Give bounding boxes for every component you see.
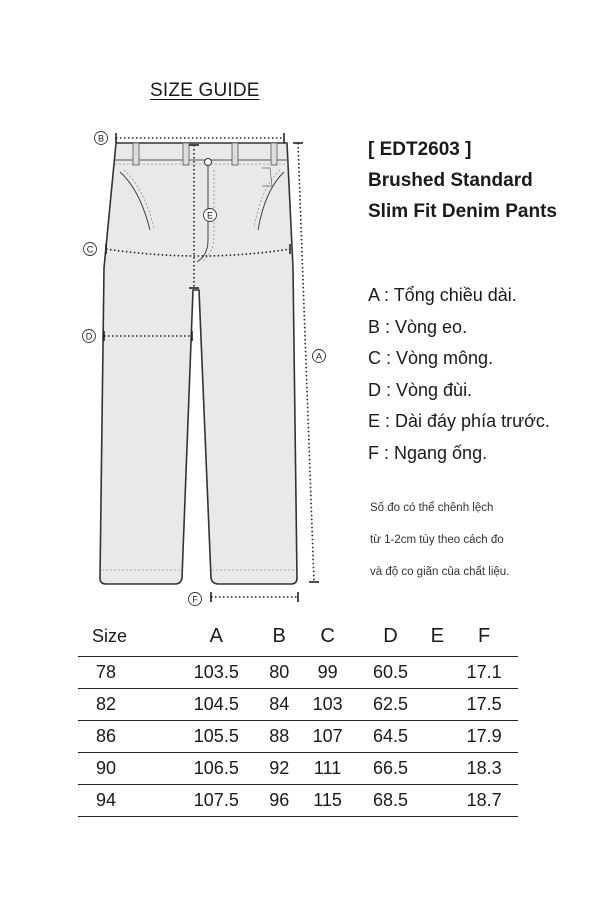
table-cell: 17.1 [450, 656, 518, 688]
table-cell: 105.5 [173, 720, 260, 752]
svg-text:D: D [85, 331, 93, 342]
product-code: [ EDT2603 ] [368, 139, 472, 160]
table-cell: 18.7 [450, 784, 518, 816]
table-cell: 90 [78, 752, 173, 784]
page-title: SIZE GUIDE [150, 80, 260, 101]
table-row [78, 688, 518, 720]
table-cell: 17.5 [450, 688, 518, 720]
table-row [78, 784, 518, 816]
marker-d [83, 330, 96, 343]
marker-b [95, 132, 108, 145]
table-cell: 104.5 [173, 688, 260, 720]
table-cell [424, 784, 450, 816]
column-header-a: A [209, 625, 223, 648]
table-cell: 106.5 [173, 752, 260, 784]
note-line: Số đo có thể chênh lệch [370, 502, 494, 514]
column-header-b: B [272, 625, 286, 648]
product-name-line2: Slim Fit Denim Pants [368, 201, 557, 222]
table-cell: 66.5 [357, 752, 425, 784]
table-cell: 62.5 [357, 688, 425, 720]
table-cell: 68.5 [357, 784, 425, 816]
note-line: và độ co giãn của chất liệu. [370, 566, 510, 578]
table-cell [424, 688, 450, 720]
table-cell: 84 [260, 688, 299, 720]
table-cell: 82 [78, 688, 173, 720]
table-cell: 18.3 [450, 752, 518, 784]
marker-f [189, 593, 202, 606]
legend-item-e: E : Dài đáy phía trước. [368, 411, 550, 431]
column-header-f: F [477, 625, 491, 648]
table-cell [424, 752, 450, 784]
table-cell: 94 [78, 784, 173, 816]
marker-a [313, 350, 326, 363]
table-cell: 103.5 [173, 656, 260, 688]
marker-e [204, 209, 217, 222]
measurement-legend [368, 280, 550, 469]
table-header-row [78, 618, 518, 656]
table-cell: 78 [78, 656, 173, 688]
table-row [78, 720, 518, 752]
svg-text:E: E [206, 210, 214, 221]
table-cell [424, 720, 450, 752]
table-cell: 96 [260, 784, 299, 816]
legend-item-f: F : Ngang ống. [368, 442, 488, 463]
table-cell: 92 [260, 752, 299, 784]
table-row [78, 656, 518, 688]
size-table [78, 618, 518, 817]
marker-c [84, 243, 97, 256]
table-cell: 107 [299, 720, 357, 752]
table-cell: 64.5 [357, 720, 425, 752]
product-name-line1: Brushed Standard [368, 170, 533, 191]
table-cell: 60.5 [357, 656, 425, 688]
table-cell: 99 [299, 656, 357, 688]
table-cell: 17.9 [450, 720, 518, 752]
pants-outline [100, 143, 297, 584]
table-cell: 107.5 [173, 784, 260, 816]
column-header-c: C [320, 625, 335, 648]
table-cell: 103 [299, 688, 357, 720]
note-line: từ 1-2cm tùy theo cách đo [370, 534, 504, 546]
column-header-e: E [430, 625, 444, 648]
table-cell: 115 [299, 784, 357, 816]
column-header-d: D [383, 625, 398, 648]
measurement-note [370, 492, 509, 588]
measure-line-a [298, 143, 314, 582]
table-cell: 86 [78, 720, 173, 752]
product-info [368, 134, 557, 227]
svg-text:C: C [86, 244, 94, 255]
svg-text:F: F [192, 594, 198, 605]
table-cell: 111 [299, 752, 357, 784]
legend-item-d: D : Vòng đùi. [368, 379, 473, 400]
svg-text:B: B [97, 133, 105, 144]
table-row [78, 752, 518, 784]
table-cell: 88 [260, 720, 299, 752]
svg-text:A: A [315, 351, 323, 362]
legend-item-c: C : Vòng mông. [368, 348, 494, 368]
column-header-size: Size [92, 626, 128, 647]
table-cell: 80 [260, 656, 299, 688]
legend-item-a: A : Tổng chiều dài. [368, 285, 517, 305]
button [205, 159, 212, 166]
legend-item-b: B : Vòng eo. [368, 316, 468, 337]
table-cell [424, 656, 450, 688]
